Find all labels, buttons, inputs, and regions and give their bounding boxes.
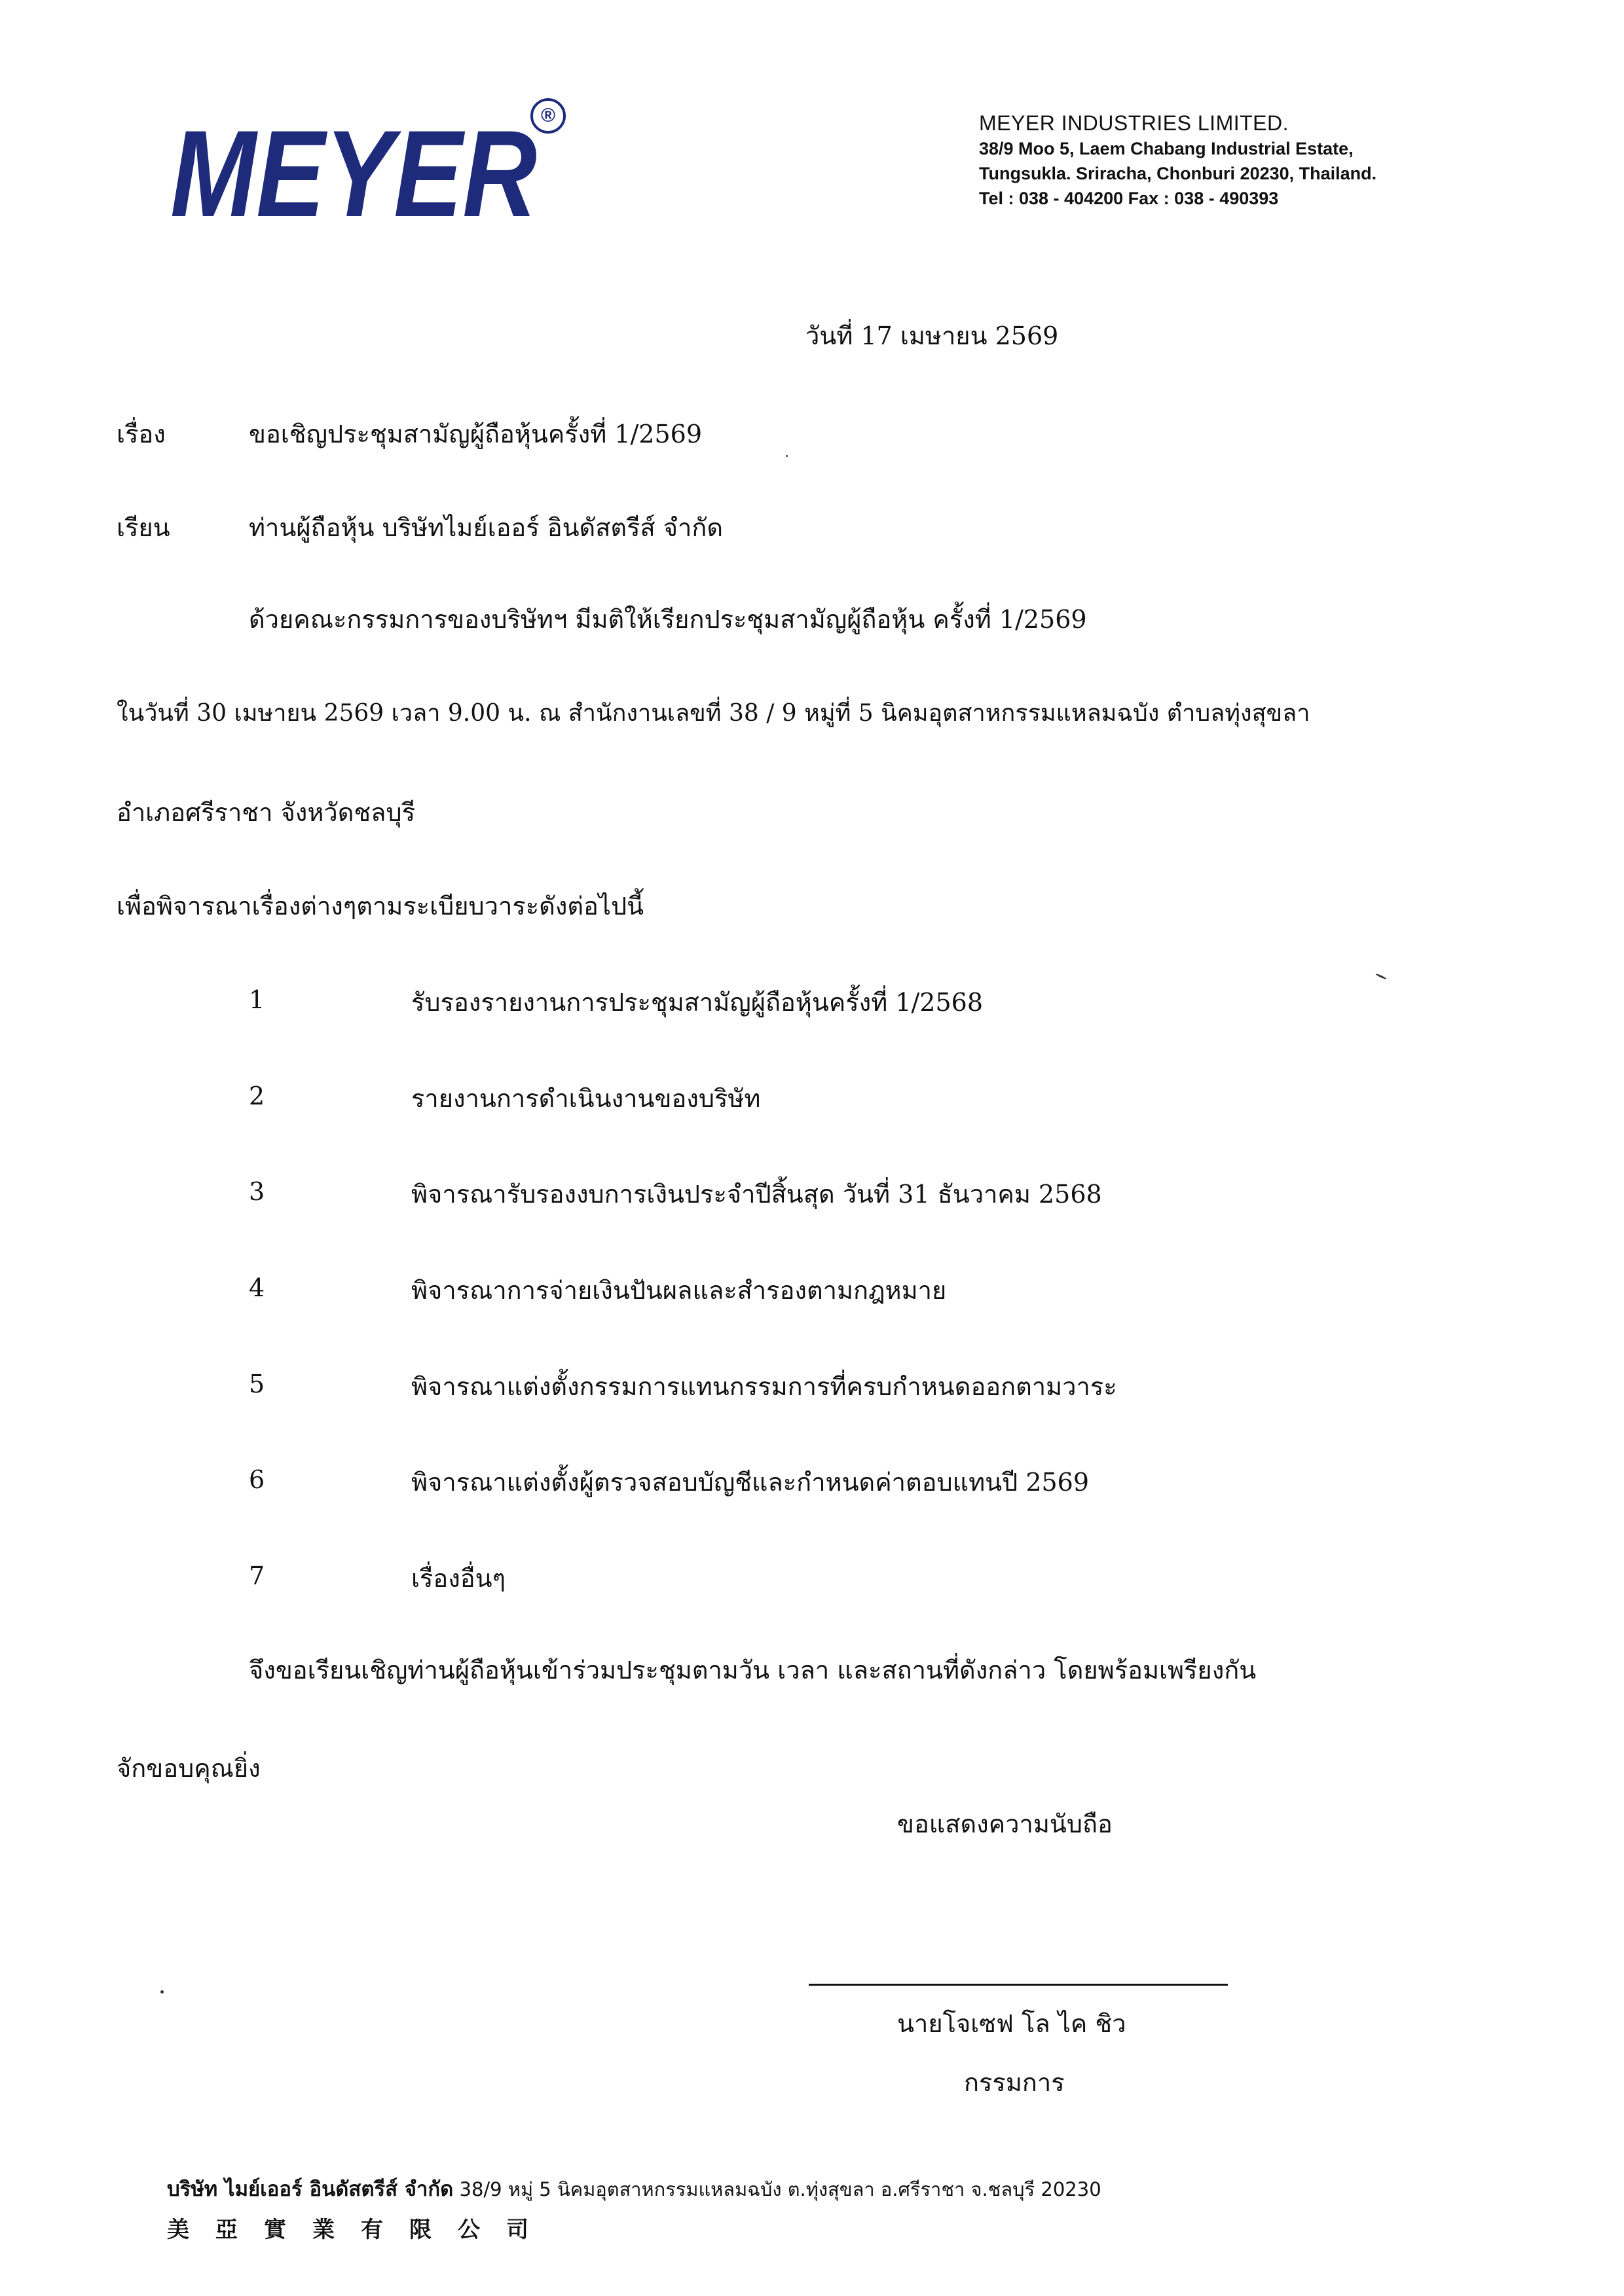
company-address-line1: 38/9 Moo 5, Laem Chabang Industrial Estate,	[979, 139, 1354, 158]
agenda-item: เรื่องอื่นๆ	[411, 1564, 506, 1593]
signer-title: กรรมการ	[964, 2068, 1065, 2097]
regards: ขอแสดงความนับถือ	[897, 1810, 1113, 1838]
closing-line-1: จึงขอเรียนเชิญท่านผู้ถือหุ้นเข้าร่วมประชุมตามวัน เวลา และสถานที่ดังกล่าว โดยพร้อมเพรียงกัน	[249, 1656, 1257, 1685]
signer-name: นายโจเซฟ โล ไค ชิว	[897, 2009, 1126, 2038]
footer-company-chinese: 美亞實業有限公司	[167, 2217, 555, 2243]
to-label: เรียน	[117, 513, 170, 542]
footer-company-name: บริษัท ไมย์เออร์ อินดัสตรีส์ จำกัด	[167, 2178, 454, 2201]
closing-line-2: จักขอบคุณยิ่ง	[117, 1754, 261, 1783]
scan-speck	[1375, 973, 1387, 979]
meyer-logo-text: MEYER	[170, 111, 537, 242]
company-contact: Tel : 038 - 404200 Fax : 038 - 490393	[979, 189, 1279, 208]
agenda-number: 4	[249, 1273, 265, 1302]
letter-date: วันที่ 17 เมษายน 2569	[805, 321, 1059, 350]
agenda-number: 3	[249, 1177, 265, 1206]
agenda-number: 1	[249, 985, 265, 1014]
agenda-number: 7	[249, 1561, 265, 1590]
agenda-intro: เพื่อพิจารณาเรื่องต่างๆตามระเบียบวาระดังต่อไปนี้	[117, 892, 644, 920]
company-name-en: MEYER INDUSTRIES LIMITED.	[979, 111, 1289, 135]
signature-line	[809, 1984, 1228, 1986]
agenda-number: 5	[249, 1370, 265, 1398]
to-text: ท่านผู้ถือหุ้น บริษัทไมย์เออร์ อินดัสตรีส์ จำกัด	[249, 513, 724, 542]
agenda-item: พิจารณาแต่งตั้งผู้ตรวจสอบบัญชีและกำหนดค่าตอบแทนปี 2569	[411, 1468, 1090, 1497]
scan-speck	[786, 455, 788, 457]
agenda-item: รายงานการดำเนินงานของบริษัท	[411, 1084, 761, 1113]
agenda-item: พิจารณาการจ่ายเงินปันผลและสำรองตามกฎหมาย	[411, 1276, 947, 1305]
agenda-number: 6	[249, 1465, 265, 1494]
footer-address: 38/9 หมู่ 5 นิคมอุตสาหกรรมแหลมฉบัง ต.ทุ่งสุขลา อ.ศรีราชา จ.ชลบุรี 20230	[453, 2178, 1101, 2200]
scan-speck	[160, 1990, 164, 1994]
agenda-item: พิจารณาแต่งตั้งกรรมการแทนกรรมการที่ครบกำหนดออกตามวาระ	[411, 1372, 1117, 1401]
intro-line-3: อำเภอศรีราชา จังหวัดชลบุรี	[117, 798, 415, 827]
footer-company	[167, 2172, 1101, 2205]
agenda-number: 2	[249, 1082, 265, 1110]
intro-line-1: ด้วยคณะกรรมการของบริษัทฯ มีมติให้เรียกประชุมสามัญผู้ถือหุ้น ครั้งที่ 1/2569	[249, 605, 1087, 634]
subject-label: เรื่อง	[117, 420, 166, 448]
agenda-item: พิจารณารับรองงบการเงินประจำปีสิ้นสุด วันที่ 31 ธันวาคม 2568	[411, 1180, 1102, 1209]
meyer-logo	[167, 111, 540, 242]
agenda-item: รับรองรายงานการประชุมสามัญผู้ถือหุ้นครั้งที่ 1/2568	[411, 988, 984, 1017]
company-address-line2: Tungsukla. Sriracha, Chonburi 20230, Thailand.	[979, 164, 1377, 183]
subject-text: ขอเชิญประชุมสามัญผู้ถือหุ้นครั้งที่ 1/2569	[249, 420, 703, 448]
registered-mark: ®	[530, 98, 566, 134]
intro-line-2: ในวันที่ 30 เมษายน 2569 เวลา 9.00 น. ณ สำนักงานเลขที่ 38 / 9 หมู่ที่ 5 นิคมอุตสาหกรรมแหลมฉบัง ตำบลทุ่งสุขลา	[117, 700, 1310, 727]
